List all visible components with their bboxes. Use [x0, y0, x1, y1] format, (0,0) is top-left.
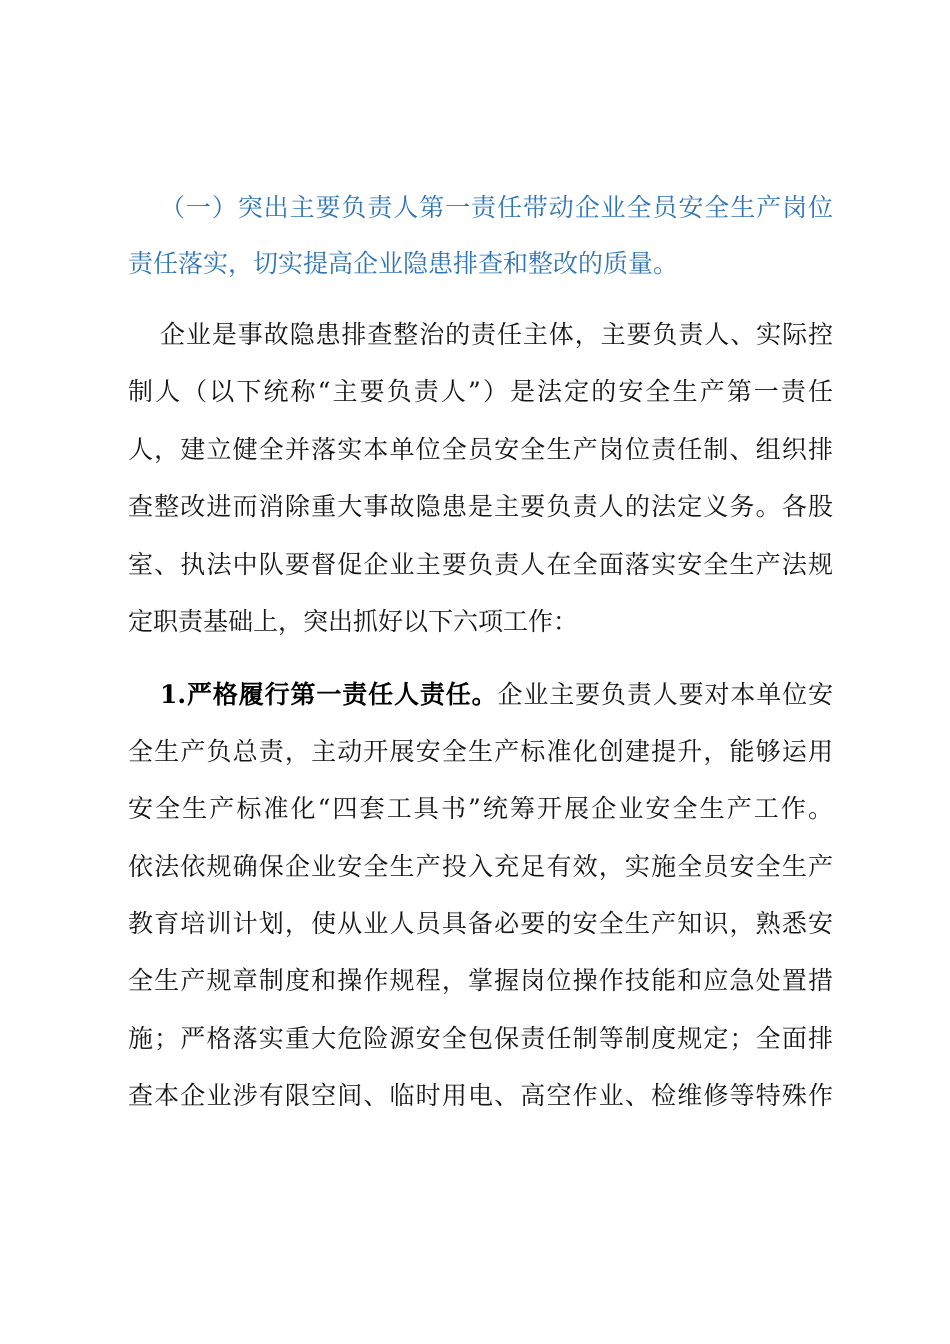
paragraph-1-line-5: 室、执法中队要督促企业主要负责人在全面落实安全生产法规 [128, 550, 833, 579]
paragraph-1-line-2: 制人（以下统称“主要负责人”）是法定的安全生产第一责任 [128, 377, 833, 406]
paragraph-1-line-1: 企业是事故隐患排查整治的责任主体，主要负责人、实际控 [160, 320, 833, 349]
paragraph-2-lead: 1.严格履行第一责任人责任。 [160, 680, 498, 709]
paragraph-1-line-6: 定职责基础上，突出抓好以下六项工作： [128, 607, 579, 636]
paragraph-2-line-4: 依法依规确保企业安全生产投入充足有效，实施全员安全生产 [128, 852, 833, 881]
section-heading-line-2: 责任落实，切实提高企业隐患排查和整改的质量。 [128, 249, 679, 278]
paragraph-2-line-1 [160, 675, 833, 715]
paragraph-2-line-5: 教育培训计划，使从业人员具备必要的安全生产知识，熟悉安 [128, 909, 833, 938]
paragraph-1-line-3: 人，建立健全并落实本单位全员安全生产岗位责任制、组织排 [128, 435, 833, 464]
section-heading-line-1: （一）突出主要负责人第一责任带动企业全员安全生产岗位 [160, 193, 833, 222]
paragraph-2-line-1-rest: 企业主要负责人要对本单位安 [497, 680, 833, 709]
paragraph-1-line-4: 查整改进而消除重大事故隐患是主要负责人的法定义务。各股 [128, 492, 833, 521]
paragraph-2-line-2: 全生产负总责，主动开展安全生产标准化创建提升，能够运用 [128, 737, 833, 766]
paragraph-2-line-6: 全生产规章制度和操作规程，掌握岗位操作技能和应急处置措 [128, 966, 833, 995]
paragraph-2-line-3: 安全生产标准化“四套工具书”统筹开展企业安全生产工作。 [128, 794, 833, 823]
paragraph-2-line-7: 施；严格落实重大危险源安全包保责任制等制度规定；全面排 [128, 1024, 833, 1053]
paragraph-2-line-8: 查本企业涉有限空间、临时用电、高空作业、检维修等特殊作 [128, 1081, 833, 1110]
